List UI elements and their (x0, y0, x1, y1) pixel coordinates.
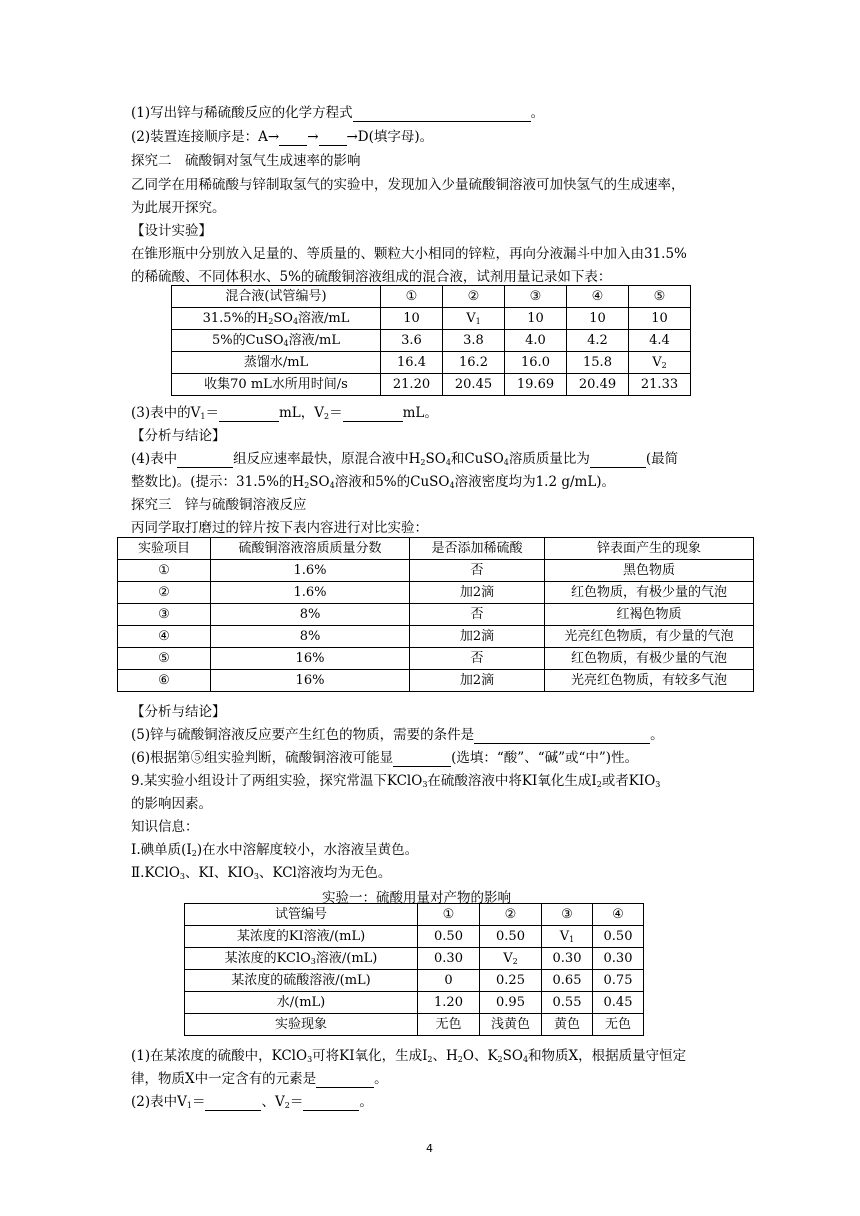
question-9-line2: 的影响因素。 (131, 796, 212, 812)
table-row: ④ 8% 加2滴 光亮红色物质，有少量的气泡 (118, 626, 754, 648)
question-4-line2: 整数比)。(提示：31.5%的$H_2SO_4$溶液和5%的CuSO$_4$溶液密度均为1.2 g/mL)。 (131, 474, 616, 490)
info-heading: 知识信息： (131, 819, 199, 835)
question-9-1-line1: (1)在某浓度的硫酸中，KClO$_3$可将KI氧化，生成$I_2$、$H_2O$、$K_2SO_4$和物质X，根据质量守恒定 (131, 1048, 687, 1064)
info-item-1: Ⅰ.碘单质$(I_2)$在水中溶解度较小，水溶液呈黄色。 (131, 842, 419, 858)
table-header-row: 混合液(试管编号) ① ② ③ ④ ⑤ (172, 286, 691, 308)
table-row: 某浓度的KI溶液/(mL) 0.50 0.50 $V_1$ 0.50 (185, 926, 644, 948)
question-9-1-line2: 律，物质X中一定含有的元素是 。 (131, 1071, 388, 1087)
answer-blank[interactable] (303, 1096, 359, 1111)
table-row: 水/(mL) 1.20 0.95 0.55 0.45 (185, 992, 644, 1014)
table-sulfuric-acid-effect (184, 903, 644, 1036)
info-item-2: Ⅱ.KClO$_3$、KI、$KIO_3$、KCl溶液均为无色。 (131, 865, 392, 881)
question-9-2: (2)表中$V_1=$ 、$V_2=$ 。 (131, 1094, 373, 1110)
question-3: (3)表中的$V_1=$ mL，$V_2=$ mL。 (131, 405, 438, 421)
table-row: 31.5%的$H_2SO_4$溶液/mL 10 $V_1$ 10 10 10 (172, 308, 691, 330)
table-header-row: 试管编号 ① ② ③ ④ (185, 904, 644, 926)
question-4-line1: (4)表中 组反应速率最快，原混合液中$H_2SO_4$和CuSO$_4$溶质质量比为 (最简 (131, 451, 679, 467)
answer-blank[interactable] (353, 107, 531, 122)
table-row: ① 1.6% 否 黑色物质 (118, 560, 754, 582)
answer-blank[interactable] (177, 453, 233, 468)
probe2-intro-line1: 乙同学在用稀硫酸与锌制取氢气的实验中，发现加入少量硫酸铜溶液可加快氢气的生成速率， (131, 177, 685, 193)
question-5: (5)锌与硫酸铜溶液反应要产生红色的物质，需要的条件是 。 (131, 727, 664, 743)
table-row: 实验现象 无色 浅黄色 黄色 无色 (185, 1014, 644, 1036)
answer-blank[interactable] (205, 1096, 261, 1111)
analysis-heading-2: 【分析与结论】 (131, 704, 226, 720)
table-zinc-copper-sulfate (117, 537, 754, 692)
answer-blank[interactable] (590, 453, 646, 468)
question-2: (2)装置连接顺序是：A→ → →D(填字母)。 (131, 129, 434, 145)
table-row: ⑤ 16% 否 红色物质，有极少量的气泡 (118, 648, 754, 670)
answer-blank[interactable] (343, 407, 403, 422)
answer-blank[interactable] (316, 1073, 374, 1088)
design-line2: 的稀硫酸、不同体积水、5%的硫酸铜溶液组成的混合液，试剂用量记录如下表： (131, 269, 612, 285)
table-row: 5%的CuSO$_4$溶液/mL 3.6 3.8 4.0 4.2 4.4 (172, 330, 691, 352)
answer-blank[interactable] (319, 131, 347, 146)
question-6: (6)根据第⑤组实验判断，硫酸铜溶液可能显 (选填：“酸”、“碱”或“中”)性。 (131, 750, 639, 766)
answer-blank[interactable] (279, 131, 307, 146)
answer-blank[interactable] (219, 407, 279, 422)
table-row: ③ 8% 否 红褐色物质 (118, 604, 754, 626)
question-9-line1: 9.某实验小组设计了两组实验，探究常温下KClO$_3$在硫酸溶液中将KI氧化生成$I_2$或者$KIO_3$ (131, 773, 661, 789)
probe3-intro: 丙同学取打磨过的锌片按下表内容进行对比实验： (131, 520, 428, 536)
page-number: 4 (426, 1142, 433, 1155)
table-row: ② 1.6% 加2滴 红色物质，有极少量的气泡 (118, 582, 754, 604)
question-1: (1)写出锌与稀硫酸反应的化学方程式 。 (131, 105, 545, 121)
table-row: 某浓度的KClO$_3$溶液/(mL) 0.30 $V_2$ 0.30 0.30 (185, 948, 644, 970)
answer-blank[interactable] (474, 729, 650, 744)
answer-blank[interactable] (393, 752, 451, 767)
table-row: ⑥ 16% 加2滴 光亮红色物质，有较多气泡 (118, 670, 754, 692)
table-row: 某浓度的硫酸溶液/(mL) 0 0.25 0.65 0.75 (185, 970, 644, 992)
design-heading: 【设计实验】 (131, 223, 212, 239)
table-header-row: 实验项目 硫酸铜溶液溶质质量分数 是否添加稀硫酸 锌表面产生的现象 (118, 538, 754, 560)
probe2-intro-line2: 为此展开探究。 (131, 200, 226, 216)
table-row: 蒸馏水/mL 16.4 16.2 16.0 15.8 $V_2$ (172, 352, 691, 374)
table-row: 收集70 mL水所用时间/s 21.20 20.45 19.69 20.49 21.33 (172, 374, 691, 396)
analysis-heading: 【分析与结论】 (131, 428, 226, 444)
probe3-title: 探究三 锌与硫酸铜溶液反应 (131, 497, 307, 513)
table-reagent-amounts (171, 285, 691, 396)
probe2-title: 探究二 硫酸铜对氢气生成速率的影响 (131, 153, 361, 169)
design-line1: 在锥形瓶中分别放入足量的、等质量的、颗粒大小相同的锌粒，再向分液漏斗中加入由31.5% (131, 246, 687, 262)
table-caption: 实验一：硫酸用量对产物的影响 (322, 890, 511, 906)
